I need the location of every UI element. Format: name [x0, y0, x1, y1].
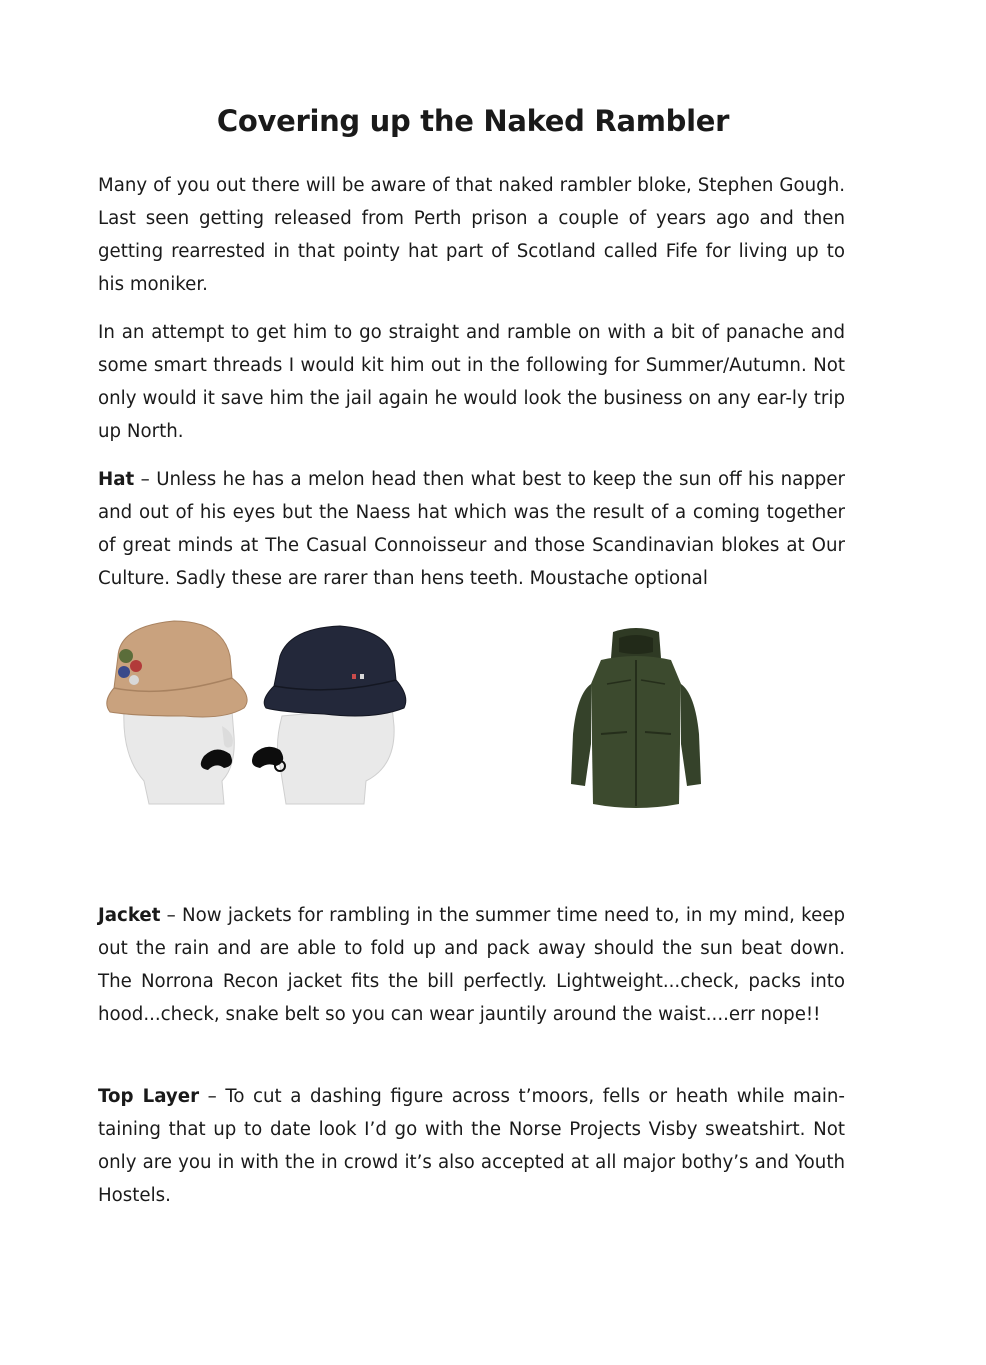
- left-mannequin-head: [107, 621, 247, 804]
- hat-label: Hat: [98, 469, 135, 490]
- top-layer-text: – To cut a dashing figure across t’moors, fells or heath while main-taining that up to date look I’d go with the Norse Projects Visby sweatshirt. Not only are you in with the in crowd it’s also accepted at all major bothy’s and Youth Hostels.: [98, 1086, 845, 1206]
- attempt-paragraph: In an attempt to get him to go straight and ramble on with a bit of panache and some smart threads I would kit him out in the following for Summer/Autumn. Not only would it save him the jail again he would look the business on any ear-ly trip up North.: [98, 322, 845, 442]
- hat-text: – Unless he has a melon head then what best to keep the sun off his napper and out of his eyes but the Naess hat which was the result of a coming together of great minds at The Casual Connoisseur and those Scandinavian blokes at Our Culture. Sadly these are rarer than hens teeth. Moustache optional: [98, 469, 845, 589]
- jacket-label: Jacket: [98, 905, 161, 926]
- hat-paragraph: [98, 463, 845, 595]
- jacket-image: [561, 624, 711, 814]
- hats-image: [104, 616, 409, 806]
- page-title: Covering up the Naked Rambler: [216, 104, 730, 138]
- top-layer-paragraph: [98, 1080, 845, 1212]
- intro-paragraph: Many of you out there will be aware of that naked rambler bloke, Stephen Gough. Last seen getting released from Perth prison a couple of years ago and then getting rearrested in that pointy hat part of Scotland called Fife for living up to his moniker.: [98, 175, 845, 295]
- jacket-paragraph: [98, 899, 845, 1031]
- right-mannequin-head: [252, 626, 406, 804]
- jacket-text: – Now jackets for rambling in the summer time need to, in my mind, keep out the rain and are able to fold up and pack away should the sun beat down. The Norrona Recon jacket fits the bill perfectly. Lightweight...check, packs into hood...check, snake belt so you can wear jauntily around the waist....err nope!!: [98, 905, 845, 1025]
- top-layer-label: Top Layer: [98, 1086, 200, 1107]
